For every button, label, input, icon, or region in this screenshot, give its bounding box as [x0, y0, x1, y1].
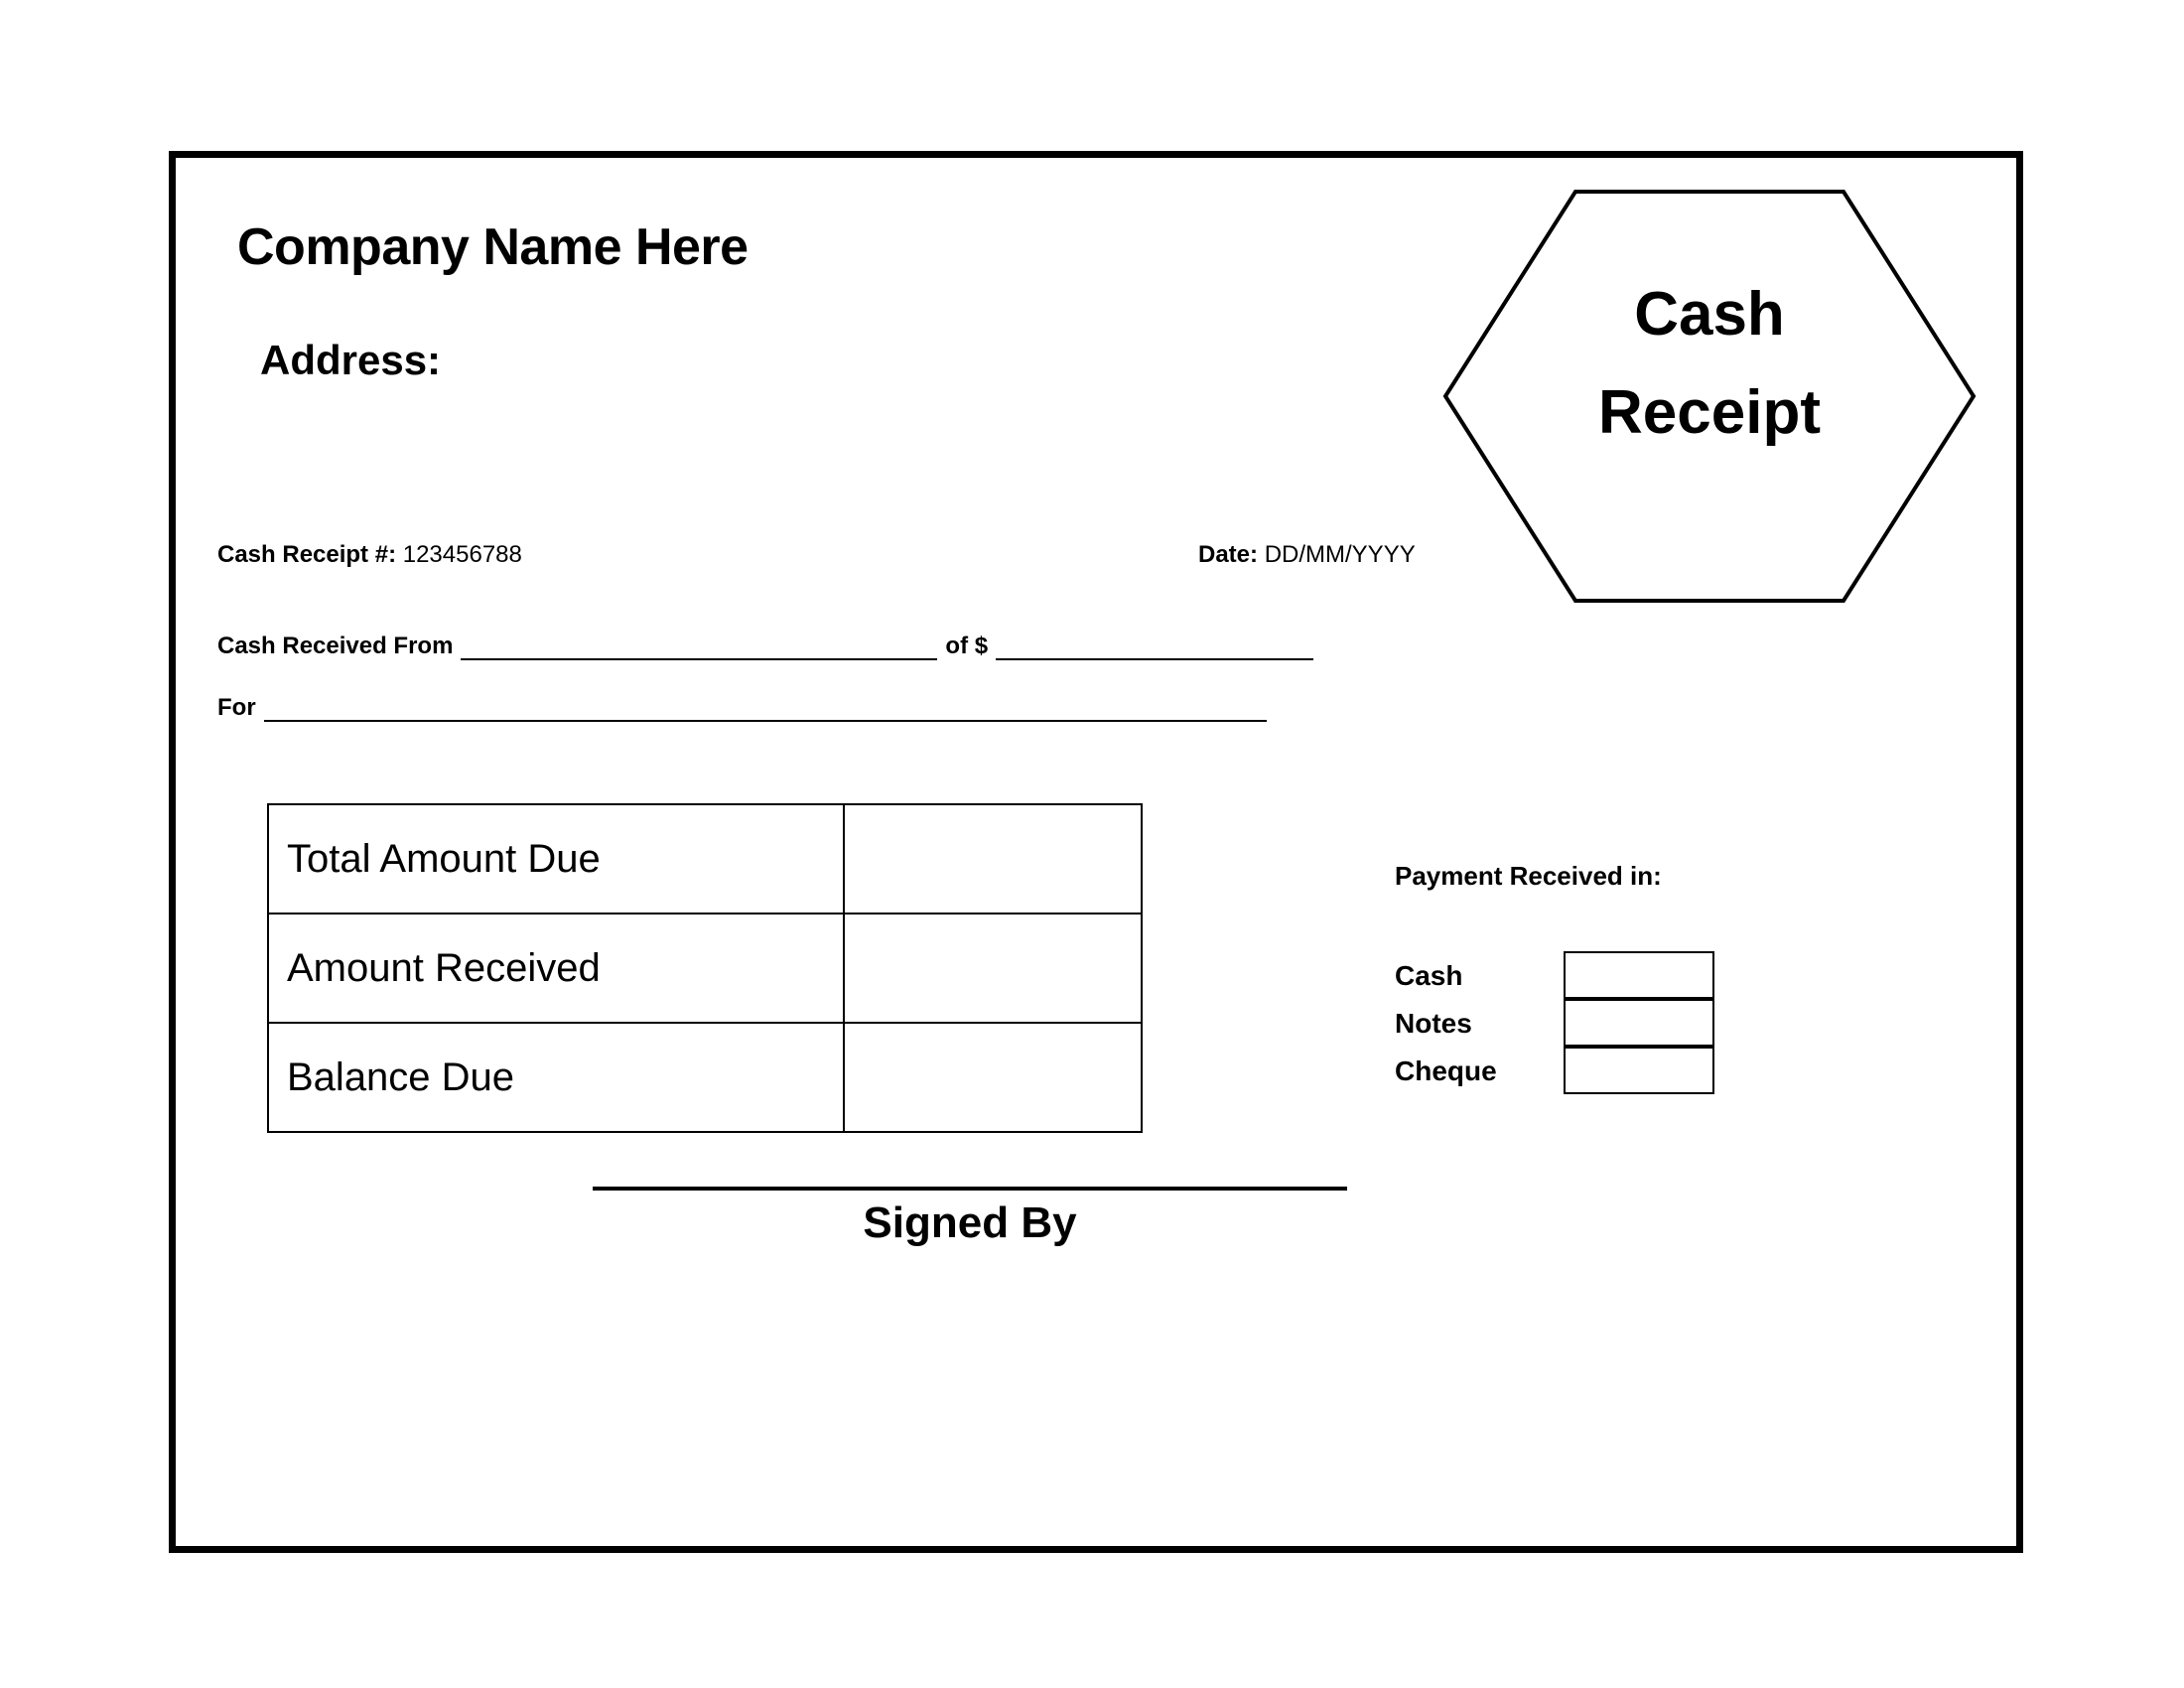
amount-input[interactable] [996, 636, 1313, 660]
badge-text [1441, 265, 1978, 462]
signed-by-label: Signed By [863, 1198, 1077, 1247]
table-row [268, 914, 1142, 1023]
of-amount-label: of $ [945, 633, 989, 659]
signature-input[interactable] [593, 1187, 1347, 1191]
for-row [217, 694, 1275, 722]
balance-due-label: Balance Due [268, 1023, 844, 1132]
payment-method-cash-label: Cash [1395, 960, 1463, 991]
payment-method-cheque-label: Cheque [1395, 1055, 1497, 1086]
payment-method-cash-checkbox[interactable] [1564, 951, 1714, 999]
date-label: Date: [1198, 541, 1259, 568]
date-value: DD/MM/YYYY [1264, 541, 1416, 568]
amount-received-label: Amount Received [268, 914, 844, 1023]
badge-line-1: Cash [1634, 280, 1785, 349]
payment-received-title: Payment Received in: [1395, 861, 1662, 891]
address-label: Address: [260, 337, 442, 383]
payment-method-notes-label: Notes [1395, 1008, 1472, 1039]
date-row [1198, 541, 1416, 569]
cash-received-from-row [217, 633, 1321, 660]
total-amount-due-label: Total Amount Due [268, 804, 844, 914]
cash-receipt-badge [1441, 188, 1978, 605]
total-amount-due-value[interactable] [844, 804, 1142, 914]
cash-received-from-input[interactable] [461, 636, 937, 660]
payment-methods-group [1395, 952, 1714, 1095]
payment-method-notes [1395, 1000, 1714, 1048]
payment-method-notes-checkbox[interactable] [1564, 999, 1714, 1047]
receipt-number-label: Cash Receipt #: [217, 541, 397, 568]
table-row [268, 1023, 1142, 1132]
cash-received-from-label: Cash Received From [217, 633, 454, 659]
payment-method-cheque [1395, 1048, 1714, 1095]
cash-receipt-document [169, 151, 2023, 1553]
receipt-number-value: 123456788 [402, 541, 522, 568]
receipt-number-row [217, 541, 522, 569]
amounts-table [267, 803, 1143, 1133]
for-input[interactable] [264, 698, 1267, 722]
for-label: For [217, 694, 256, 721]
balance-due-value[interactable] [844, 1023, 1142, 1132]
payment-method-cash [1395, 952, 1714, 1000]
payment-method-cheque-checkbox[interactable] [1564, 1047, 1714, 1094]
table-row [268, 804, 1142, 914]
badge-line-2: Receipt [1598, 378, 1821, 448]
company-name: Company Name Here [237, 218, 749, 276]
amount-received-value[interactable] [844, 914, 1142, 1023]
